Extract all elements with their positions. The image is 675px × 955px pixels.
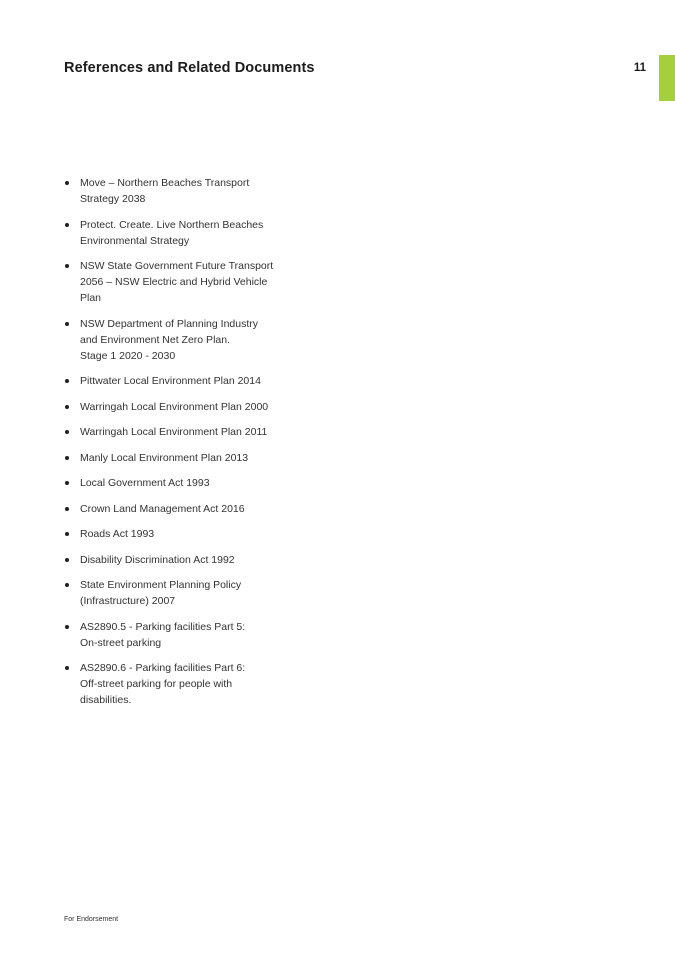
list-item	[64, 316, 304, 364]
references-list	[64, 175, 304, 718]
list-item	[64, 501, 304, 517]
bullet-icon	[65, 322, 69, 326]
reference-text: Manly Local Environment Plan 2013	[80, 451, 249, 464]
reference-text: Local Government Act 1993	[80, 477, 210, 489]
reference-text: Disability Discrimination Act 1992	[80, 553, 235, 566]
reference-text: Pittwater Local Environment Plan 2014	[80, 375, 261, 387]
list-item	[64, 577, 304, 609]
list-item	[64, 526, 304, 542]
bullet-icon	[65, 405, 69, 409]
reference-text: Move – Northern Beaches Transport Strategy 2038	[80, 177, 250, 205]
list-item	[64, 399, 304, 415]
list-item	[64, 660, 304, 708]
reference-text: AS2890.6 - Parking facilities Part 6: Off-street parking for people with disabilities.	[80, 662, 246, 706]
bullet-icon	[65, 532, 69, 536]
reference-text: NSW State Government Future Transport 2056 – NSW Electric and Hybrid Vehicle Plan	[80, 260, 274, 304]
bullet-icon	[65, 583, 69, 587]
list-item	[64, 258, 304, 306]
list-item	[64, 475, 304, 491]
list-item	[64, 619, 304, 651]
bullet-icon	[65, 666, 69, 670]
reference-text: AS2890.5 - Parking facilities Part 5: On-street parking	[80, 620, 246, 649]
list-item	[64, 450, 304, 466]
reference-text: NSW Department of Planning Industry and Environment Net Zero Plan. Stage 1 2020 - 2030	[80, 317, 258, 362]
page-title: References and Related Documents	[64, 60, 315, 76]
footer-note: For Endorsement	[64, 916, 119, 923]
bullet-icon	[65, 456, 69, 460]
bullet-icon	[65, 379, 69, 383]
bullet-icon	[65, 264, 69, 268]
list-item	[64, 552, 304, 568]
accent-tab	[659, 55, 675, 101]
list-item	[64, 373, 304, 389]
list-item	[64, 175, 304, 207]
reference-text: State Environment Planning Policy (Infrastructure) 2007	[80, 579, 242, 607]
reference-text: Warringah Local Environment Plan 2011	[80, 426, 268, 438]
reference-text: Crown Land Management Act 2016	[80, 502, 245, 515]
bullet-icon	[65, 223, 69, 227]
list-item	[64, 217, 304, 249]
bullet-icon	[65, 625, 69, 629]
list-item	[64, 424, 304, 440]
bullet-icon	[65, 181, 69, 185]
bullet-icon	[65, 481, 69, 485]
reference-text: Protect. Create. Live Northern Beaches Environmental Strategy	[80, 218, 264, 247]
bullet-icon	[65, 558, 69, 562]
reference-text: Warringah Local Environment Plan 2000	[80, 400, 269, 413]
bullet-icon	[65, 507, 69, 511]
reference-text: Roads Act 1993	[80, 528, 155, 540]
bullet-icon	[65, 430, 69, 434]
page-number: 11	[633, 62, 646, 74]
